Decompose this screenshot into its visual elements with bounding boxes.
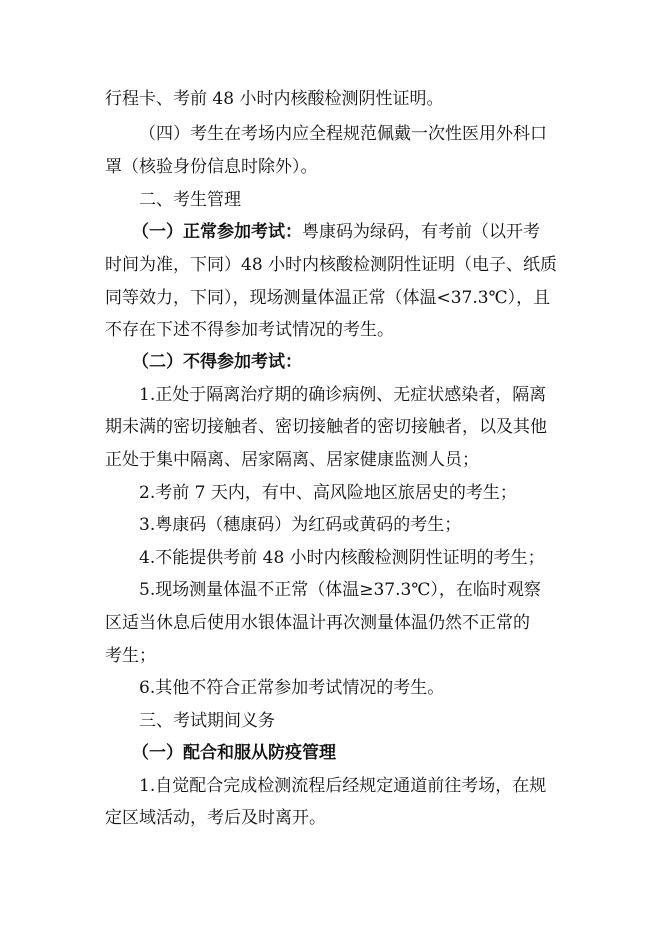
section-heading-examinee-management: 二、考生管理 bbox=[139, 190, 241, 210]
forbidden-item-5-line-1: 5.现场测量体温不正常（体温≥37.3℃），在临时观察 bbox=[139, 580, 541, 600]
forbidden-item-5-line-3: 考生； bbox=[105, 646, 156, 666]
forbidden-exam-label: （二）不得参加考试： bbox=[132, 352, 302, 372]
normal-exam-line-2: 时间为准，下同）48 小时内核酸检测阴性证明（电子、纸质 bbox=[105, 255, 558, 275]
normal-exam-label: （一）正常参加考试： bbox=[132, 222, 302, 242]
para-mask-line-1: （四）考生在考场内应全程规范佩戴一次性医用外科口 bbox=[139, 124, 547, 144]
forbidden-item-5-line-2: 区适当休息后使用水银体温计再次测量体温仍然不正常的 bbox=[105, 613, 530, 633]
normal-exam-line-3: 同等效力，下同），现场测量体温正常（体温<37.3℃），且 bbox=[105, 288, 551, 308]
cooperate-item-1-line-1: 1.自觉配合完成检测流程后经规定通道前往考场，在规 bbox=[139, 776, 547, 796]
para-mask-line-2: 罩（核验身份信息时除外）。 bbox=[105, 157, 318, 177]
cooperate-label: （一）配合和服从防疫管理 bbox=[132, 743, 336, 763]
normal-exam-text: 粤康码为绿码，有考前（以开考 bbox=[302, 222, 540, 242]
section-heading-exam-obligations: 三、考试期间义务 bbox=[139, 711, 275, 731]
forbidden-item-1-line-3: 正处于集中隔离、居家隔离、居家健康监测人员； bbox=[105, 450, 479, 470]
normal-exam-line-1 bbox=[132, 221, 662, 243]
forbidden-item-4: 4.不能提供考前 48 小时内核酸检测阴性证明的考生； bbox=[139, 548, 545, 568]
forbidden-item-1-line-1: 1.正处于隔离治疗期的确诊病例、无症状感染者，隔离 bbox=[139, 385, 547, 405]
cooperate-item-1-line-2: 定区域活动，考后及时离开。 bbox=[105, 808, 326, 828]
forbidden-item-2: 2.考前 7 天内，有中、高风险地区旅居史的考生； bbox=[139, 483, 517, 503]
forbidden-item-3: 3.粤康码（穗康码）为红码或黄码的考生； bbox=[139, 515, 462, 535]
normal-exam-line-4: 不存在下述不得参加考试情况的考生。 bbox=[105, 320, 394, 340]
forbidden-item-6: 6.其他不符合正常参加考试情况的考生。 bbox=[139, 678, 445, 698]
para-travel-card-line-1: 行程卡、考前 48 小时内核酸检测阴性证明。 bbox=[105, 89, 444, 109]
forbidden-item-1-line-2: 期未满的密切接触者、密切接触者的密切接触者，以及其他 bbox=[105, 417, 547, 437]
